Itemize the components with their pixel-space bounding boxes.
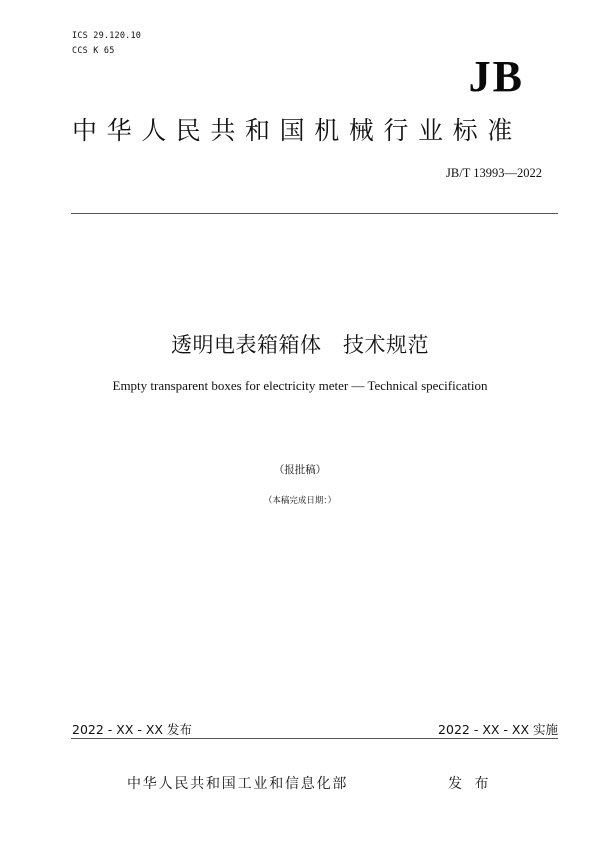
draft-status: （报批稿） (273, 464, 327, 476)
implementation-date: 2022 - XX - XX 实施 (438, 722, 558, 737)
document-title-chinese: 透明电表箱箱体 技术规范 (170, 333, 430, 357)
completion-date-note: （本稿完成日期：） (263, 496, 337, 506)
top-divider (71, 213, 558, 214)
bottom-divider (71, 738, 558, 739)
jb-logo: JB (468, 52, 524, 101)
publisher-name: 中华人民共和国工业和信息化部 (127, 776, 349, 792)
publish-label: 发 布 (448, 776, 493, 792)
standard-number: JB/T 13993—2022 (446, 166, 542, 180)
document-title-english: Empty transparent boxes for electricity meter — Technical specification (112, 378, 488, 393)
ccs-code: CCS K 65 (72, 46, 115, 56)
ics-code: ICS 29.120.10 (72, 31, 142, 41)
standard-category-title: 中华人民共和国机械行业标准 (72, 116, 522, 145)
issue-date: 2022 - XX - XX 发布 (72, 722, 192, 737)
